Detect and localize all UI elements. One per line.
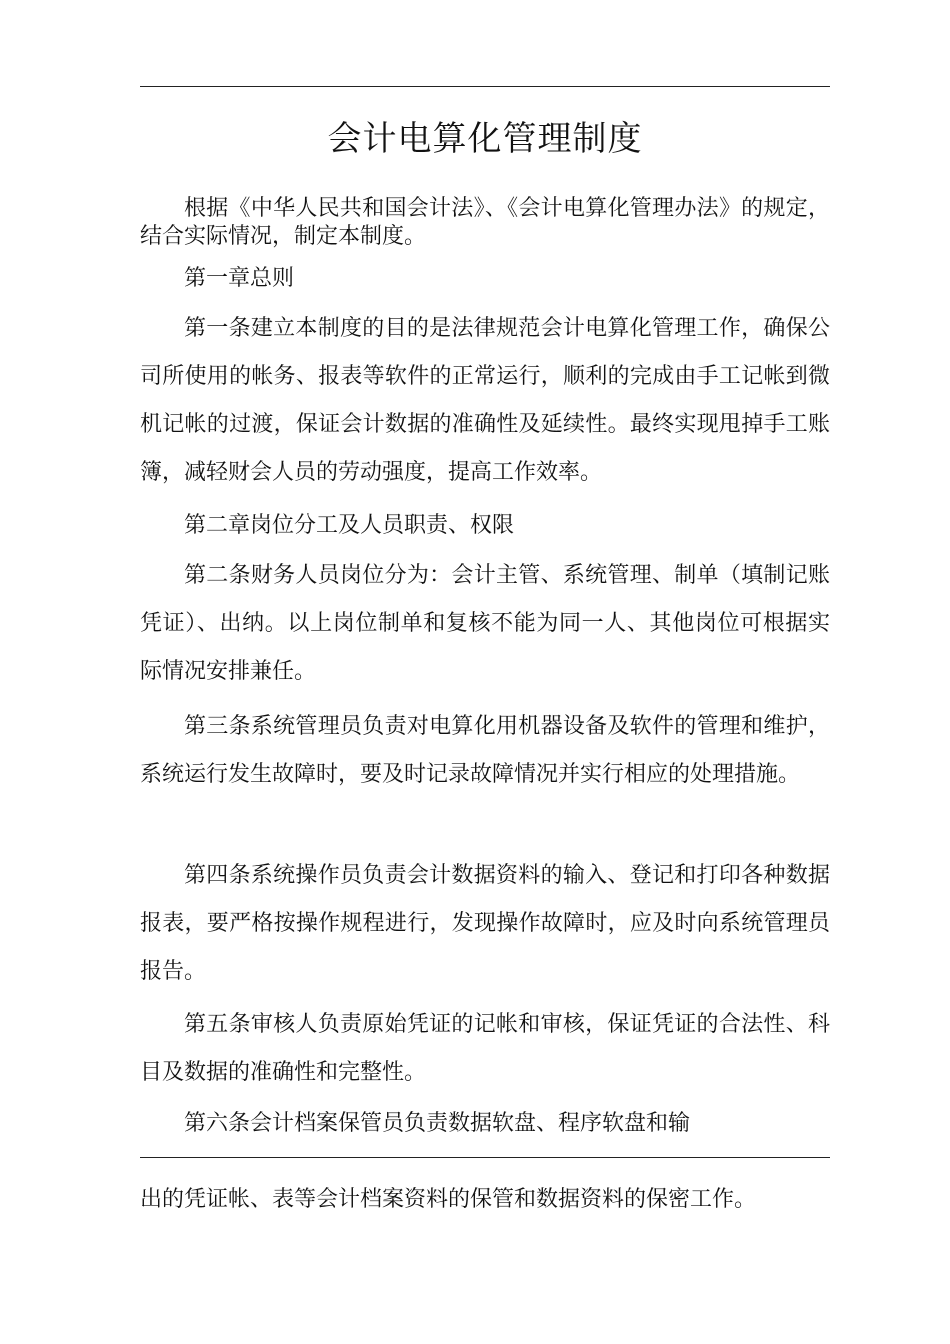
article6-paragraph-continued: 出的凭证帐、表等会计档案资料的保管和数据资料的保密工作。: [140, 1187, 757, 1212]
chapter1-block: [140, 255, 830, 303]
page-break-rule: [140, 1157, 830, 1158]
chapter2-heading: 第二章岗位分工及人员职责、权限: [184, 513, 515, 538]
article4-paragraph: 第四条系统操作员负责会计数据资料的输入、登记和打印各种数据报表，要严格按操作规程进行，发现操作故障时，应及时向系统管理员报告。: [140, 863, 830, 984]
article3-paragraph: 第三条系统管理员负责对电算化用机器设备及软件的管理和维护，系统运行发生故障时，要及时记录故障情况并实行相应的处理措施。: [140, 714, 830, 787]
article5-block: [140, 1001, 830, 1097]
top-rule: [140, 86, 830, 87]
article3-block: [140, 703, 830, 799]
article2-paragraph: 第二条财务人员岗位分为：会计主管、系统管理、制单（填制记账凭证）、出纳。以上岗位制单和复核不能为同一人、其他岗位可根据实际情况安排兼任。: [140, 563, 830, 684]
article2-block: [140, 552, 830, 696]
article6-paragraph-start: 第六条会计档案保管员负责数据软盘、程序软盘和输: [184, 1111, 691, 1136]
chapter1-heading: 第一章总则: [184, 266, 295, 291]
intro-paragraph: 根据《中华人民共和国会计法》、《会计电算化管理办法》的规定，结合实际情况，制定本制度。: [140, 196, 830, 249]
article6-block: [140, 1100, 830, 1148]
intro-block: [140, 195, 830, 251]
document-title: 会计电算化管理制度: [327, 119, 643, 159]
article1-block: [140, 305, 830, 497]
article5-paragraph: 第五条审核人负责原始凭证的记帐和审核，保证凭证的合法性、科目及数据的准确性和完整性。: [140, 1012, 830, 1085]
article1-paragraph: 第一条建立本制度的目的是法律规范会计电算化管理工作，确保公司所使用的帐务、报表等软件的正常运行，顺利的完成由手工记帐到微机记帐的过渡，保证会计数据的准确性及延续性。最终实现甩掉手工账簿，减轻财会人员的劳动强度，提高工作效率。: [140, 316, 830, 485]
article4-block: [140, 852, 830, 996]
chapter2-block: [140, 502, 830, 550]
